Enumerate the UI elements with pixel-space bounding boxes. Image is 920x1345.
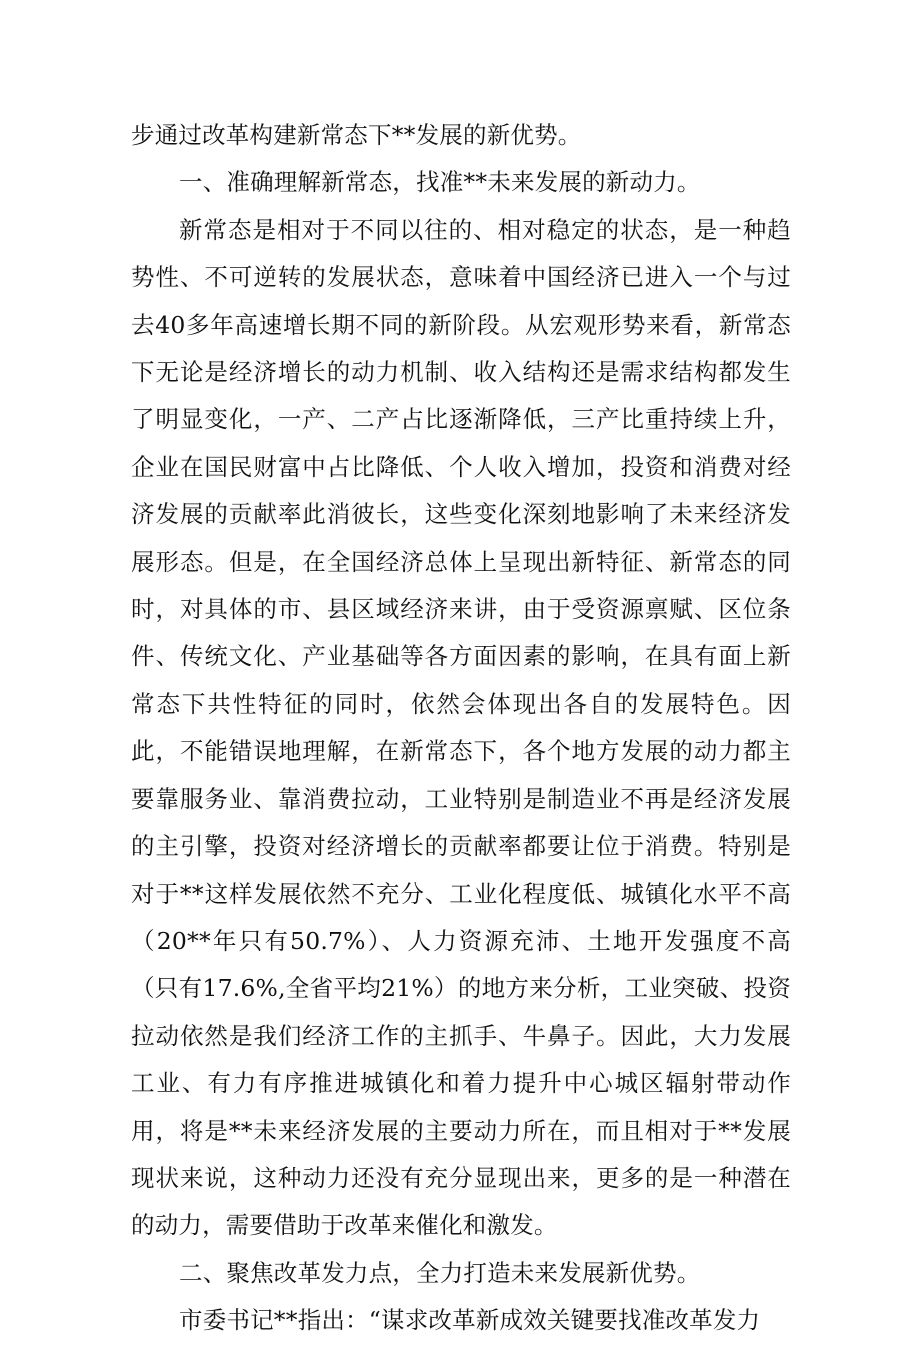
- document-body: [131, 112, 791, 1345]
- paragraph-new-normal: 新常态是相对于不同以往的、相对稳定的状态，是一种趋势性、不可逆转的发展状态，意味着中国经济已进入一个与过去40多年高速增长期不同的新阶段。从宏观形势来看，新常态下无论是经济增长的动力机制、收入结构还是需求结构都发生了明显变化，一产、二产占比逐渐降低，三产比重持续上升，企业在国民财富中占比降低、个人收入增加，投资和消费对经济发展的贡献率此消彼长，这些变化深刻地影响了未来经济发展形态。但是，在全国经济总体上呈现出新特征、新常态的同时，对具体的市、县区域经济来讲，由于受资源禀赋、区位条件、传统文化、产业基础等各方面因素的影响，在具有面上新常态下共性特征的同时，依然会体现出各自的发展特色。因此，不能错误地理解，在新常态下，各个地方发展的动力都主要靠服务业、靠消费拉动，工业特别是制造业不再是经济发展的主引擎，投资对经济增长的贡献率都要让位于消费。特别是对于**这样发展依然不充分、工业化程度低、城镇化水平不高（20**年只有50.7%）、人力资源充沛、土地开发强度不高（只有17.6%,全省平均21%）的地方来分析，工业突破、投资拉动依然是我们经济工作的主抓手、牛鼻子。因此，大力发展工业、有力有序推进城镇化和着力提升中心城区辐射带动作用，将是**未来经济发展的主要动力所在，而且相对于**发展现状来说，这种动力还没有充分显现出来，更多的是一种潜在的动力，需要借助于改革来催化和激发。: [131, 215, 791, 1240]
- paragraph-continuation: 步通过改革构建新常态下**发展的新优势。: [131, 121, 582, 149]
- section-heading-one: 一、准确理解新常态，找准**未来发展的新动力。: [179, 168, 701, 197]
- paragraph-secretary-quote: 市委书记**指出：“谋求改革新成效关键要找准改革发力: [179, 1306, 761, 1335]
- section-heading-two: 二、聚焦改革发力点，全力打造未来发展新优势。: [179, 1258, 701, 1287]
